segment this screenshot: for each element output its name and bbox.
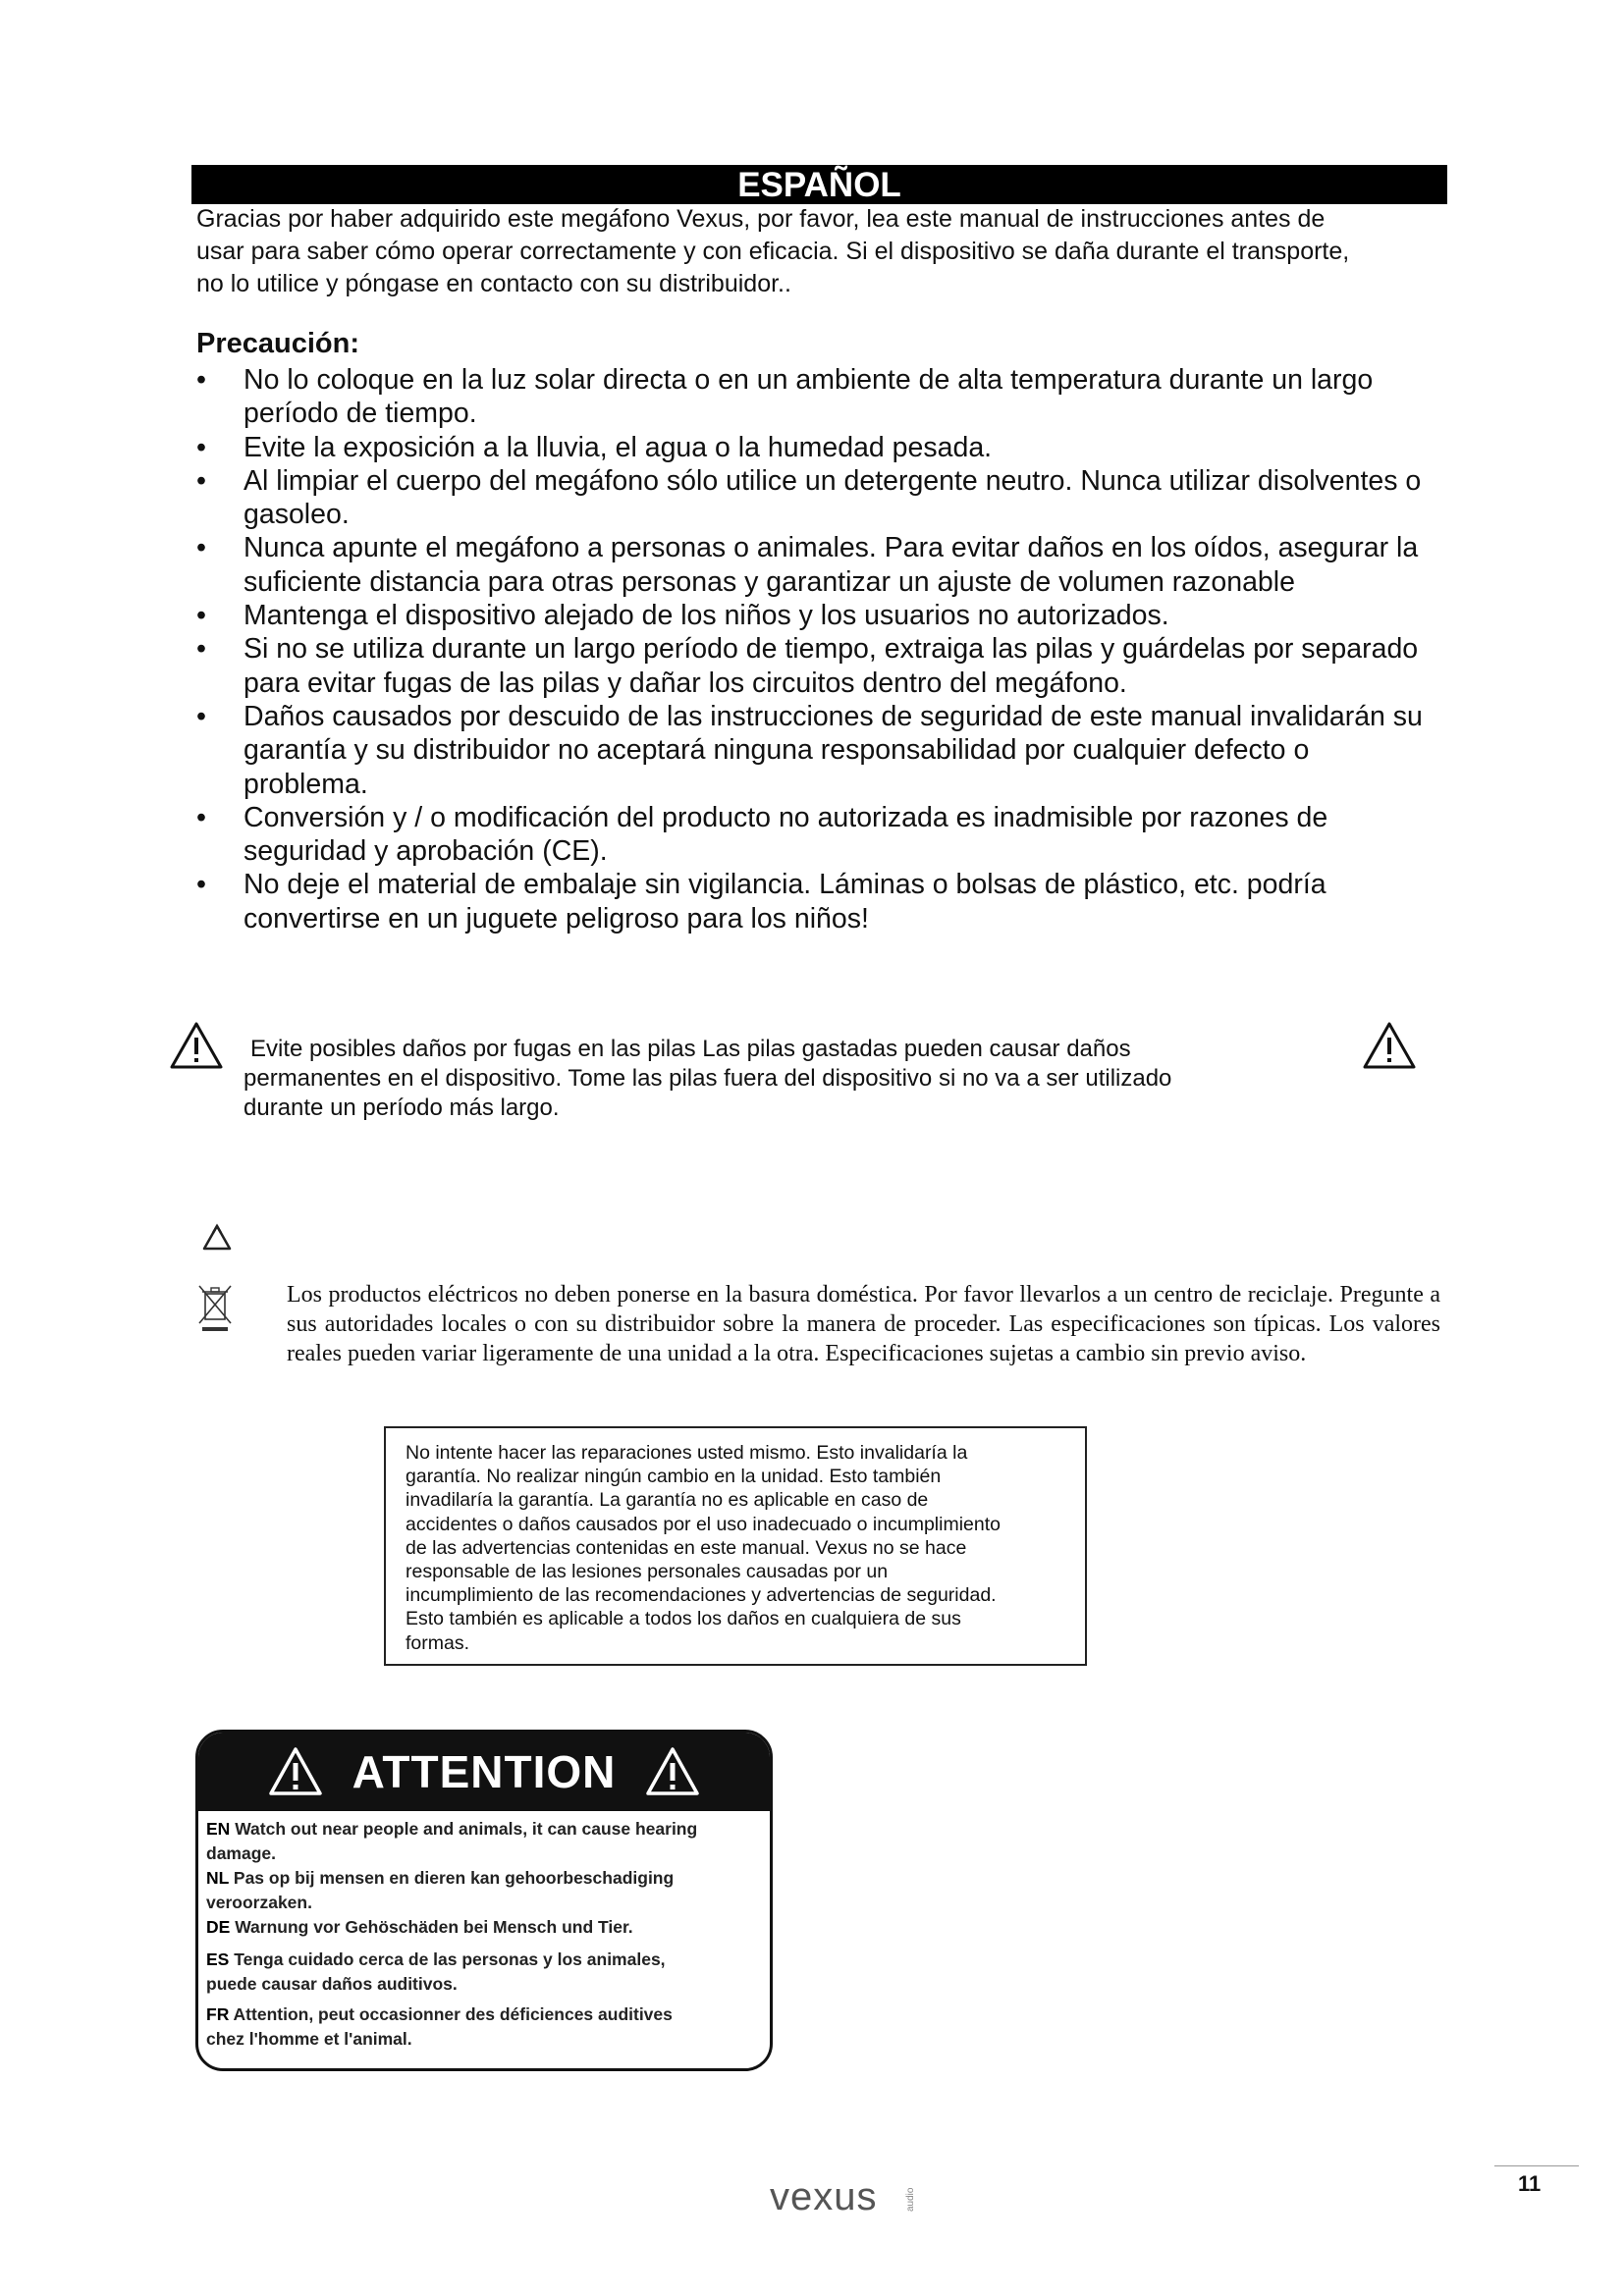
intro-line: no lo utilice y póngase en contacto con su distribuidor..: [196, 270, 791, 297]
attention-text: damage.: [206, 1843, 276, 1863]
list-item-line: suficiente distancia para otras personas y garantizar un ajuste de volumen razonable: [244, 565, 1295, 598]
list-item-line: período de tiempo.: [244, 398, 477, 430]
warning-triangle-icon: [169, 1021, 224, 1070]
footer-divider: [1494, 2165, 1579, 2166]
attention-text: veroorzaken.: [206, 1893, 312, 1912]
list-item: • Mantenga el dispositivo alejado de los niños y los usuarios no autorizados.: [196, 599, 1463, 632]
attention-text: Tenga cuidado cerca de las personas y los animales,: [234, 1949, 666, 1969]
notice-line: responsable de las lesiones personales causadas por un: [406, 1561, 889, 1583]
list-item-line: gasoleo.: [244, 499, 350, 531]
list-item-line: Conversión y / o modificación del producto no autorizada es inadmisible por razones de: [244, 801, 1328, 833]
attention-text: Warnung vor Gehöschäden bei Mensch und Tier.: [235, 1917, 633, 1937]
warning-triangle-icon: [645, 1746, 700, 1797]
intro-line: usar para saber cómo operar correctamente y con eficacia. Si el dispositivo se daña durante el transporte,: [196, 238, 1350, 265]
list-item-line: No lo coloque en la luz solar directa o en un ambiente de alta temperatura durante un largo: [244, 364, 1374, 396]
list-item: • Al limpiar el cuerpo del megáfono sólo utilice un detergente neutro. Nunca utilizar disolventes o gasoleo.: [196, 464, 1463, 532]
attention-entry: [206, 1817, 762, 1866]
section-header-espanol: ESPAÑOL: [191, 165, 1447, 204]
recycle-icon: [201, 1223, 233, 1253]
precaution-list: [196, 363, 1463, 935]
notice-line: formas.: [406, 1631, 470, 1654]
list-item: • Si no se utiliza durante un largo período de tiempo, extraiga las pilas y guárdelas por separado para evitar fugas de las pilas y dañar los circuitos dentro del megáfono.: [196, 632, 1463, 700]
warning-line: permanentes en el dispositivo. Tome las pilas fuera del dispositivo si no va a ser utilizado: [244, 1065, 1172, 1092]
language-code: NL: [206, 1868, 230, 1888]
logo-subtext: audio: [905, 2187, 916, 2212]
list-item-line: problema.: [244, 768, 368, 800]
notice-line: Esto también es aplicable a todos los daños en cualquiera de sus: [406, 1608, 961, 1630]
list-item-line: garantía y su distribuidor no aceptará ninguna responsabilidad por cualquier defecto o: [244, 734, 1310, 767]
attention-entry: [206, 2002, 762, 2052]
intro-line: Gracias por haber adquirido este megáfono Vexus, por favor, lea este manual de instrucciones antes de: [196, 205, 1326, 233]
warning-triangle-icon: [1362, 1021, 1417, 1070]
list-item: • No deje el material de embalaje sin vigilancia. Láminas o bolsas de plástico, etc. podría convertirse en un juguete peligroso para los niños!: [196, 868, 1463, 935]
notice-line: incumplimiento de las recomendaciones y advertencias de seguridad.: [406, 1584, 997, 1607]
list-item: • Conversión y / o modificación del producto no autorizada es inadmisible por razones de seguridad y aprobación (CE).: [196, 801, 1463, 869]
list-item-line: Daños causados por descuido de las instrucciones de seguridad de este manual invalidarán su: [244, 700, 1423, 732]
warning-triangle-icon: [268, 1746, 323, 1797]
attention-header: [198, 1733, 770, 1811]
notice-line: invadilaría la garantía. La garantía no es aplicable en caso de: [406, 1489, 929, 1512]
list-item-line: seguridad y aprobación (CE).: [244, 835, 608, 868]
language-code: EN: [206, 1819, 231, 1839]
logo-text: vexus: [770, 2175, 878, 2218]
list-item-line: No deje el material de embalaje sin vigilancia. Láminas o bolsas de plástico, etc. podría: [244, 869, 1326, 901]
page-number: 11: [1518, 2171, 1542, 2196]
battery-warning-text: [244, 1035, 1324, 1123]
warning-line: durante un período más largo.: [244, 1095, 560, 1121]
notice-line: No intente hacer las reparaciones usted mismo. Esto invalidaría la: [406, 1442, 968, 1464]
list-item: • Evite la exposición a la lluvia, el agua o la humedad pesada.: [196, 431, 1463, 464]
attention-text: Pas op bij mensen en dieren kan gehoorbeschadiging: [233, 1868, 675, 1888]
language-code: FR: [206, 2004, 230, 2024]
precaution-heading: Precaución:: [196, 328, 359, 359]
language-code: ES: [206, 1949, 230, 1969]
attention-text: chez l'homme et l'animal.: [206, 2029, 412, 2049]
attention-text: Watch out near people and animals, it can cause hearing: [235, 1819, 698, 1839]
list-item-line: Nunca apunte el megáfono a personas o animales. Para evitar daños en los oídos, asegurar la: [244, 532, 1419, 564]
repair-notice-box: [384, 1426, 1087, 1666]
attention-entry: [206, 1948, 762, 1997]
vexus-logo: [770, 2172, 927, 2221]
attention-text: puede causar daños auditivos.: [206, 1974, 458, 1994]
notice-line: accidentes o daños causados por el uso inadecuado o incumplimiento: [406, 1513, 1001, 1535]
attention-body: [198, 1811, 770, 2057]
weee-bin-icon: [196, 1282, 234, 1333]
attention-title: ATTENTION: [352, 1746, 617, 1797]
intro-paragraph: [196, 203, 1453, 300]
list-item-line: Mantenga el dispositivo alejado de los niños y los usuarios no autorizados.: [244, 600, 1169, 632]
notice-line: de las advertencias contenidas en este manual. Vexus no se hace: [406, 1536, 967, 1559]
weee-paragraph: Los productos eléctricos no deben ponerse en la basura doméstica. Por favor llevarlos a un centro de reciclaje. Pregunte a sus autoridades locales o con su distribuidor sobre la manera de proceder. Las especificaciones son típicas. Los valores reales pueden variar ligeramente de una unidad a la otra. Especificaciones sujetas a cambio sin previo aviso.: [287, 1282, 1440, 1366]
list-item-line: Al limpiar el cuerpo del megáfono sólo utilice un detergente neutro. Nunca utilizar disolventes o: [244, 464, 1422, 497]
list-item: • Daños causados por descuido de las instrucciones de seguridad de este manual invalidarán su garantía y su distribuidor no aceptará ninguna responsabilidad por cualquier defecto o problema.: [196, 700, 1463, 801]
warning-line: Evite posibles daños por fugas en las pilas Las pilas gastadas pueden causar daños: [250, 1036, 1131, 1062]
notice-line: garantía. No realizar ningún cambio en la unidad. Esto también: [406, 1466, 942, 1488]
list-item: • No lo coloque en la luz solar directa o en un ambiente de alta temperatura durante un largo período de tiempo.: [196, 363, 1463, 431]
attention-text: Attention, peut occasionner des déficiences auditives: [233, 2004, 673, 2024]
list-item-line: Si no se utiliza durante un largo período de tiempo, extraiga las pilas y guárdelas por separado: [244, 633, 1419, 666]
list-item-line: para evitar fugas de las pilas y dañar los circuitos dentro del megáfono.: [244, 667, 1127, 699]
list-item-line: convertirse en un juguete peligroso para los niños!: [244, 902, 869, 934]
attention-label: [195, 1730, 773, 2071]
list-item: • Nunca apunte el megáfono a personas o animales. Para evitar daños en los oídos, asegurar la suficiente distancia para otras personas y garantizar un ajuste de volumen razonable: [196, 531, 1463, 599]
language-code: DE: [206, 1917, 231, 1937]
attention-entry: [206, 1866, 762, 1915]
attention-entry: [206, 1915, 762, 1940]
list-item-line: Evite la exposición a la lluvia, el agua o la humedad pesada.: [244, 431, 993, 463]
